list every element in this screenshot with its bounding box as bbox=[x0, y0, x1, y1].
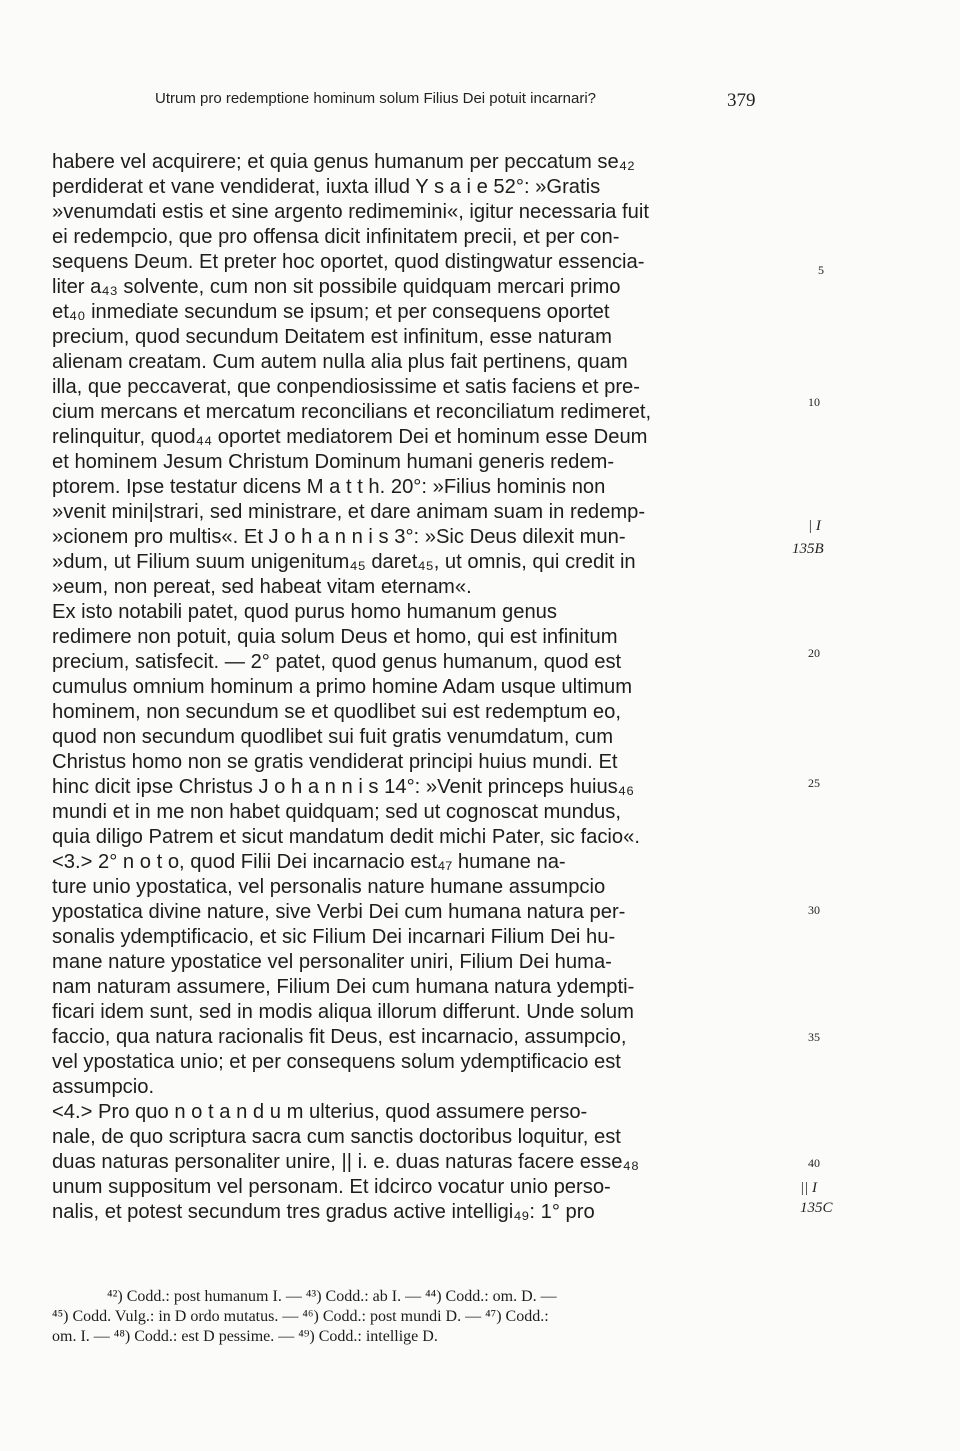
folio-ref: 135C bbox=[800, 1200, 833, 1216]
text-line: vel ypostatica unio; et per consequens solum ydemptificacio est bbox=[52, 1051, 621, 1073]
line-number: 35 bbox=[808, 1030, 820, 1044]
line-number: 5 bbox=[818, 263, 824, 277]
text-line: Ex isto notabili patet, quod purus homo humanum genus bbox=[52, 601, 558, 623]
line-number: 30 bbox=[808, 903, 820, 917]
text-line: nale, de quo scriptura sacra cum sanctis doctoribus loquitur, est bbox=[52, 1126, 621, 1148]
text-line: <3.> 2° n o t o, quod Filii Dei incarnacio est₄₇ humane na- bbox=[52, 851, 566, 873]
text-line: liter a₄₃ solvente, cum non sit possibile quidquam mercari primo bbox=[52, 276, 621, 298]
text-line: assumpcio. bbox=[52, 1076, 155, 1098]
text-line: nalis, et potest secundum tres gradus active intelligi₄₉: 1° pro bbox=[52, 1201, 595, 1223]
text-line: sonalis ydemptificacio, et sic Filium Dei incarnari Filium Dei hu- bbox=[52, 926, 616, 948]
text-line: nam naturam assumere, Filium Dei cum humana natura ydempti- bbox=[52, 976, 635, 998]
folio-ref: 135B bbox=[792, 541, 824, 557]
text-line: ture unio ypostatica, vel personalis nature humane assumpcio bbox=[52, 876, 606, 898]
text-line: »dum, ut Filium suum unigenitum₄₅ daret₄₅, ut omnis, qui credit in bbox=[52, 551, 636, 573]
text-line: ficari idem sunt, sed in modis aliqua illorum differunt. Unde solum bbox=[52, 1001, 634, 1023]
text-line: cium mercans et mercatum reconcilians et reconciliatum redimeret, bbox=[52, 401, 652, 423]
text-line: <4.> Pro quo n o t a n d u m ulterius, quod assumere perso- bbox=[52, 1101, 588, 1123]
text-line: precium, quod secundum Deitatem est infinitum, esse naturam bbox=[52, 326, 612, 348]
text-line: hominem, non secundum se et quodlibet sui est redemptum eo, bbox=[52, 701, 621, 723]
text-line: et₄₀ inmediate secundum se ipsum; et per consequens oportet bbox=[52, 301, 610, 323]
running-head: Utrum pro redemptione hominum solum Filius Dei potuit incarnari? bbox=[155, 90, 597, 107]
text-line: redimere non potuit, quia solum Deus et homo, qui est infinitum bbox=[52, 626, 618, 648]
footnote-line: ⁴⁵) Codd. Vulg.: in D ordo mutatus. — ⁴⁶) Codd.: post mundi D. — ⁴⁷) Codd.: bbox=[52, 1308, 549, 1325]
text-line: relinquitur, quod₄₄ oportet mediatorem Dei et hominum esse Deum bbox=[52, 426, 648, 448]
text-line: »venit mini|strari, sed ministrare, et dare animam suam in redemp- bbox=[52, 501, 646, 523]
text-line: ei redempcio, que pro offensa dicit infinitatem precii, et per con- bbox=[52, 226, 620, 248]
line-number: 10 bbox=[808, 395, 820, 409]
text-line: »venumdati estis et sine argento redimemini«, igitur necessaria fuit bbox=[52, 201, 649, 223]
footnote-line: om. I. — ⁴⁸) Codd.: est D pessime. — ⁴⁹) Codd.: intellige D. bbox=[52, 1328, 438, 1345]
text-line: quia diligo Patrem et sicut mandatum dedit michi Pater, sic facio«. bbox=[52, 826, 640, 848]
folio-marker: | I bbox=[808, 518, 821, 534]
page-number: 379 bbox=[727, 90, 756, 111]
text-line: cumulus omnium hominum a primo homine Adam usque ultimum bbox=[52, 676, 633, 698]
text-line: sequens Deum. Et preter hoc oportet, quod distingwatur essencia- bbox=[52, 251, 645, 273]
text-line: »eum, non pereat, sed habeat vitam eternam«. bbox=[52, 576, 472, 598]
text-line: mane nature ypostatice vel personaliter uniri, Filium Dei huma- bbox=[52, 951, 612, 973]
line-number: 40 bbox=[808, 1156, 820, 1170]
text-line: »cionem pro multis«. Et J o h a n n i s 3°: »Sic Deus dilexit mun- bbox=[52, 526, 626, 548]
text-line: duas naturas personaliter unire, || i. e. duas naturas facere esse₄₈ bbox=[52, 1151, 640, 1173]
text-line: faccio, qua natura racionalis fit Deus, est incarnacio, assumpcio, bbox=[52, 1026, 627, 1048]
text-line: quod non secundum quodlibet sui fuit gratis venumdatum, cum bbox=[52, 726, 614, 748]
text-line: illa, que peccaverat, que conpendiosissime et satis faciens et pre- bbox=[52, 376, 641, 398]
text-line: ptorem. Ipse testatur dicens M a t t h. 20°: »Filius hominis non bbox=[52, 476, 606, 498]
footnote-line: ⁴²) Codd.: post humanum I. — ⁴³) Codd.: ab I. — ⁴⁴) Codd.: om. D. — bbox=[107, 1288, 557, 1305]
text-line: mundi et in me non habet quidquam; sed ut cognoscat mundus, bbox=[52, 801, 621, 823]
text-line: precium, satisfecit. — 2° patet, quod genus humanum, quod est bbox=[52, 651, 622, 673]
folio-marker: || I bbox=[800, 1180, 817, 1196]
text-line: habere vel acquirere; et quia genus humanum per peccatum se₄₂ bbox=[52, 151, 635, 173]
line-number: 25 bbox=[808, 776, 820, 790]
text-line: et hominem Jesum Christum Dominum humani generis redem- bbox=[52, 451, 615, 473]
text-line: ypostatica divine nature, sive Verbi Dei cum humana natura per- bbox=[52, 901, 626, 923]
text-line: Christus homo non se gratis vendiderat principi huius mundi. Et bbox=[52, 751, 618, 773]
text-line: perdiderat et vane vendiderat, iuxta illud Y s a i e 52°: »Gratis bbox=[52, 176, 601, 198]
line-number: 20 bbox=[808, 646, 820, 660]
text-line: unum suppositum vel personam. Et idcirco vocatur unio perso- bbox=[52, 1176, 611, 1198]
text-line: hinc dicit ipse Christus J o h a n n i s 14°: »Venit princeps huius₄₆ bbox=[52, 776, 635, 798]
text-line: alienam creatam. Cum autem nulla alia plus fait pertinens, quam bbox=[52, 351, 628, 373]
